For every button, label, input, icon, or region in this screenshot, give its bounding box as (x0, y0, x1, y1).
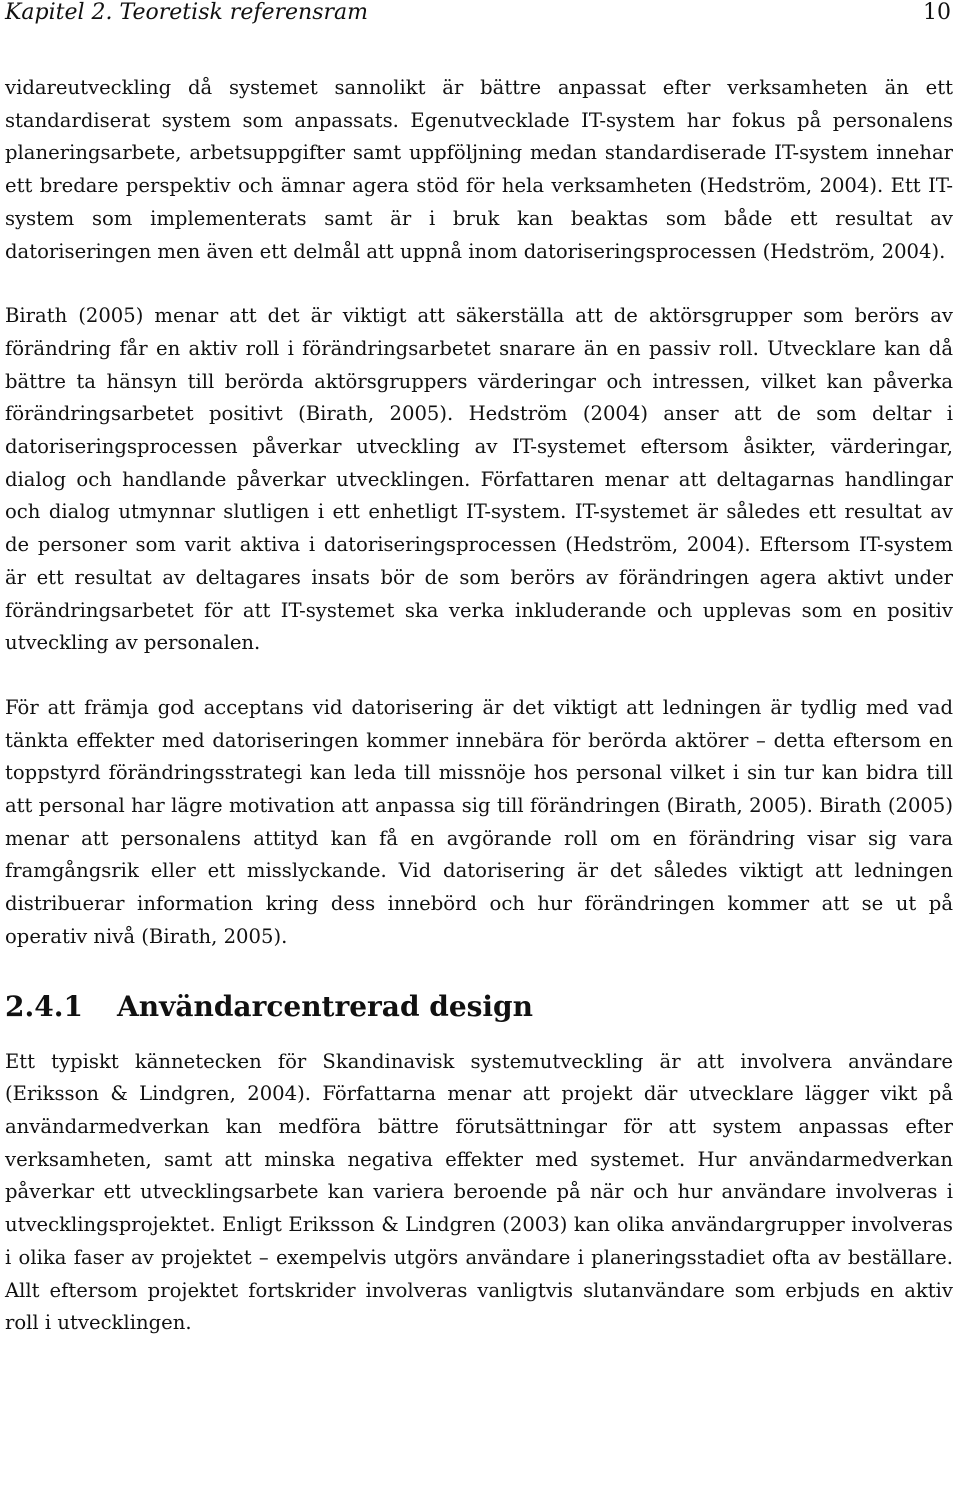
section-number: 2.4.1 (5, 989, 83, 1023)
body-text (5, 72, 953, 1340)
paragraph-1: vidareutveckling då systemet sannolikt är bättre anpassat efter verksamheten än ett standardiserat system som anpassats. Egenutvecklade IT-system har fokus på personalens planeringsarbete, arbetsuppgifter samt uppföljning medan standardiserade IT-system innehar ett bredare perspektiv och ämnar agera stöd för hela verksamheten (Hedström, 2004). Ett IT-system som implementerats samt är i bruk kan beaktas som både ett resultat av datoriseringen men även ett delmål att uppnå inom datoriseringsprocessen (Hedström, 2004). (5, 76, 953, 263)
section-heading (5, 990, 953, 1024)
section-paragraph-1: Ett typiskt kännetecken för Skandinavisk systemutveckling är att involvera användare (Eriksson & Lindgren, 2004). Författarna menar att projekt där utvecklare lägger vikt på användarmedverkan kan medföra bättre förutsättningar för att system anpassas efter verksamheten, samt att minska negativa effekter med systemet. Hur användarmedverkan påverkar ett utvecklingsarbete kan variera beroende på när och hur användare involveras i utvecklingsprojektet. Enligt Eriksson & Lindgren (2003) kan olika användargrupper involveras i olika faser av projektet – exempelvis utgörs användare i planeringsstadiet ofta av beställare. Allt eftersom projektet fortskrider involveras vanligtvis slutanvändare som erbjuds en aktiv roll i utvecklingen. (5, 1049, 953, 1335)
running-header (5, 0, 953, 30)
chapter-title: Kapitel 2. Teoretisk referensram (5, 0, 368, 25)
page-number: 10 (923, 0, 951, 25)
document-page (5, 0, 953, 1340)
paragraph-3: För att främja god acceptans vid datorisering är det viktigt att ledningen är tydlig med vad tänkta effekter med datoriseringen kommer innebära för berörda aktörer – detta eftersom en toppstyrd förändringsstrategi kan leda till missnöje hos personal vilket i sin tur kan bidra till att personal har lägre motivation att anpassa sig till förändringen (Birath, 2005). Birath (2005) menar att personalens attityd kan få en avgörande roll om en förändring visar sig vara framgångsrik eller ett misslyckande. Vid datorisering är det således viktigt att ledningen distribuerar information kring dess innebörd och hur förändringen kommer att se ut på operativ nivå (Birath, 2005). (5, 695, 953, 948)
paragraph-2: Birath (2005) menar att det är viktigt att säkerställa att de aktörsgrupper som berörs av förändring får en aktiv roll i förändringsarbetet snarare än en passiv roll. Utvecklare kan då bättre ta hänsyn till berörda aktörsgruppers värderingar och intressen, vilket kan påverka förändringsarbetet positivt (Birath, 2005). Hedström (2004) anser att de som deltar i datoriseringsprocessen påverkar utveckling av IT-systemet eftersom åsikter, värderingar, dialog och handlande påverkar utvecklingen. Författaren menar att deltagarnas handlingar och dialog utmynnar slutligen i ett enhetligt IT-system. IT-systemet är således ett resultat av de personer som varit aktiva i datoriseringsprocessen (Hedström, 2004). Eftersom IT-system är ett resultat av deltagares insats bör de som berörs av förändringen agera aktivt under förändringsarbetet för att IT-systemet ska verka inkluderande och upplevas som en positiv utveckling av personalen. (5, 304, 953, 655)
section-title: Användarcentrerad design (117, 989, 533, 1023)
